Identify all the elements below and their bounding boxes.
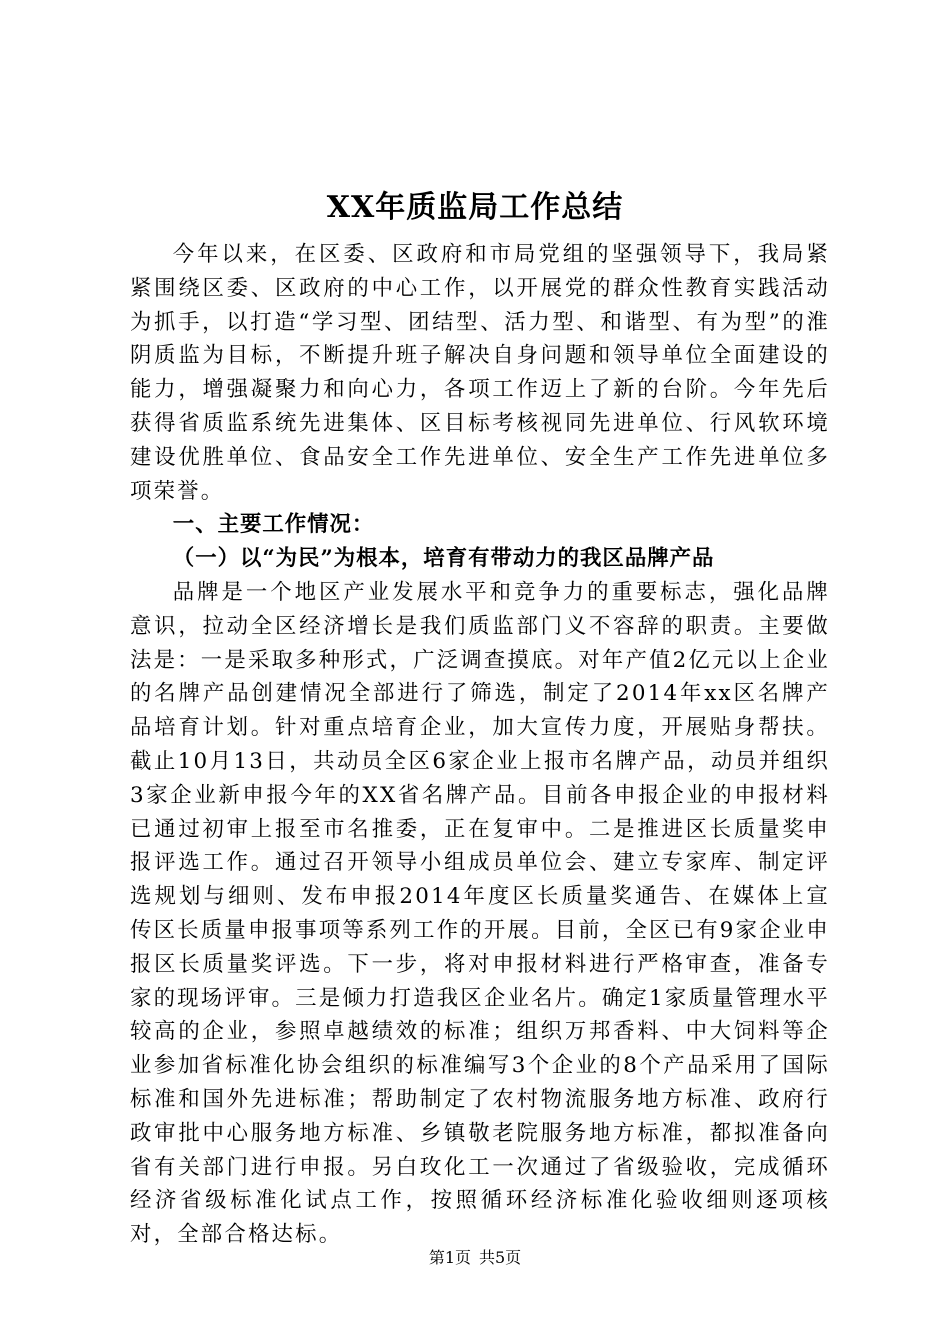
subsection-heading: （一）以“为民”为根本，培育有带动力的我区品牌产品 xyxy=(172,546,715,572)
document-body xyxy=(130,238,830,1252)
page-total: 共5页 xyxy=(479,1248,522,1267)
section-heading: 一、主要工作情况： xyxy=(172,512,375,538)
page-footer xyxy=(0,1248,950,1268)
intro-paragraph: 今年以来，在区委、区政府和市局党组的坚强领导下，我局紧紧围绕区委、区政府的中心工作，以开展党的群众性教育实践活动为抓手，以打造“学习型、团结型、活力型、和谐型、有为型”的淮阴质监为目标，不断提升班子解决自身问题和领导单位全面建设的能力，增强凝聚力和向心力，各项工作迈上了新的台阶。今年先后获得省质监系统先进集体、区目标考核视同先进单位、行风软环境建设优胜单位、食品安全工作先进单位、安全生产工作先进单位多项荣誉。 xyxy=(130,242,830,504)
document-title: XX年质监局工作总结 xyxy=(326,190,624,225)
page-number: 第1页 xyxy=(428,1248,471,1267)
section-paragraph: 品牌是一个地区产业发展水平和竞争力的重要标志，强化品牌意识，拉动全区经济增长是我们质监部门义不容辞的职责。主要做法是：一是采取多种形式，广泛调查摸底。对年产值2亿元以上企业的名牌产品创建情况全部进行了筛选，制定了2014年xx区名牌产品培育计划。针对重点培育企业，加大宣传力度，开展贴身帮扶。截止10月13日，共动员全区6家企业上报市名牌产品，动员并组织3家企业新申报今年的XX省名牌产品。目前各申报企业的申报材料已通过初审上报至市名推委，正在复审中。二是推进区长质量奖申报评选工作。通过召开领导小组成员单位会、建立专家库、制定评选规划与细则、发布申报2014年度区长质量奖通告、在媒体上宣传区长质量申报事项等系列工作的开展。目前，全区已有9家企业申报区长质量奖评选。下一步，将对申报材料进行严格审查，准备专家的现场评审。三是倾力打造我区企业名片。确定1家质量管理水平较高的企业，参照卓越绩效的标准；组织万邦香料、中大饲料等企业参加省标准化协会组织的标准编写3个企业的8个产品采用了国际标准和国外先进标准；帮助制定了农村物流服务地方标准、政府行政审批中心服务地方标准、乡镇敬老院服务地方标准，都拟准备向省有关部门进行申报。另白玫化工一次通过了省级验收，完成循环经济省级标准化试点工作，按照循环经济标准化验收细则逐项核对，全部合格达标。 xyxy=(130,579,830,1248)
